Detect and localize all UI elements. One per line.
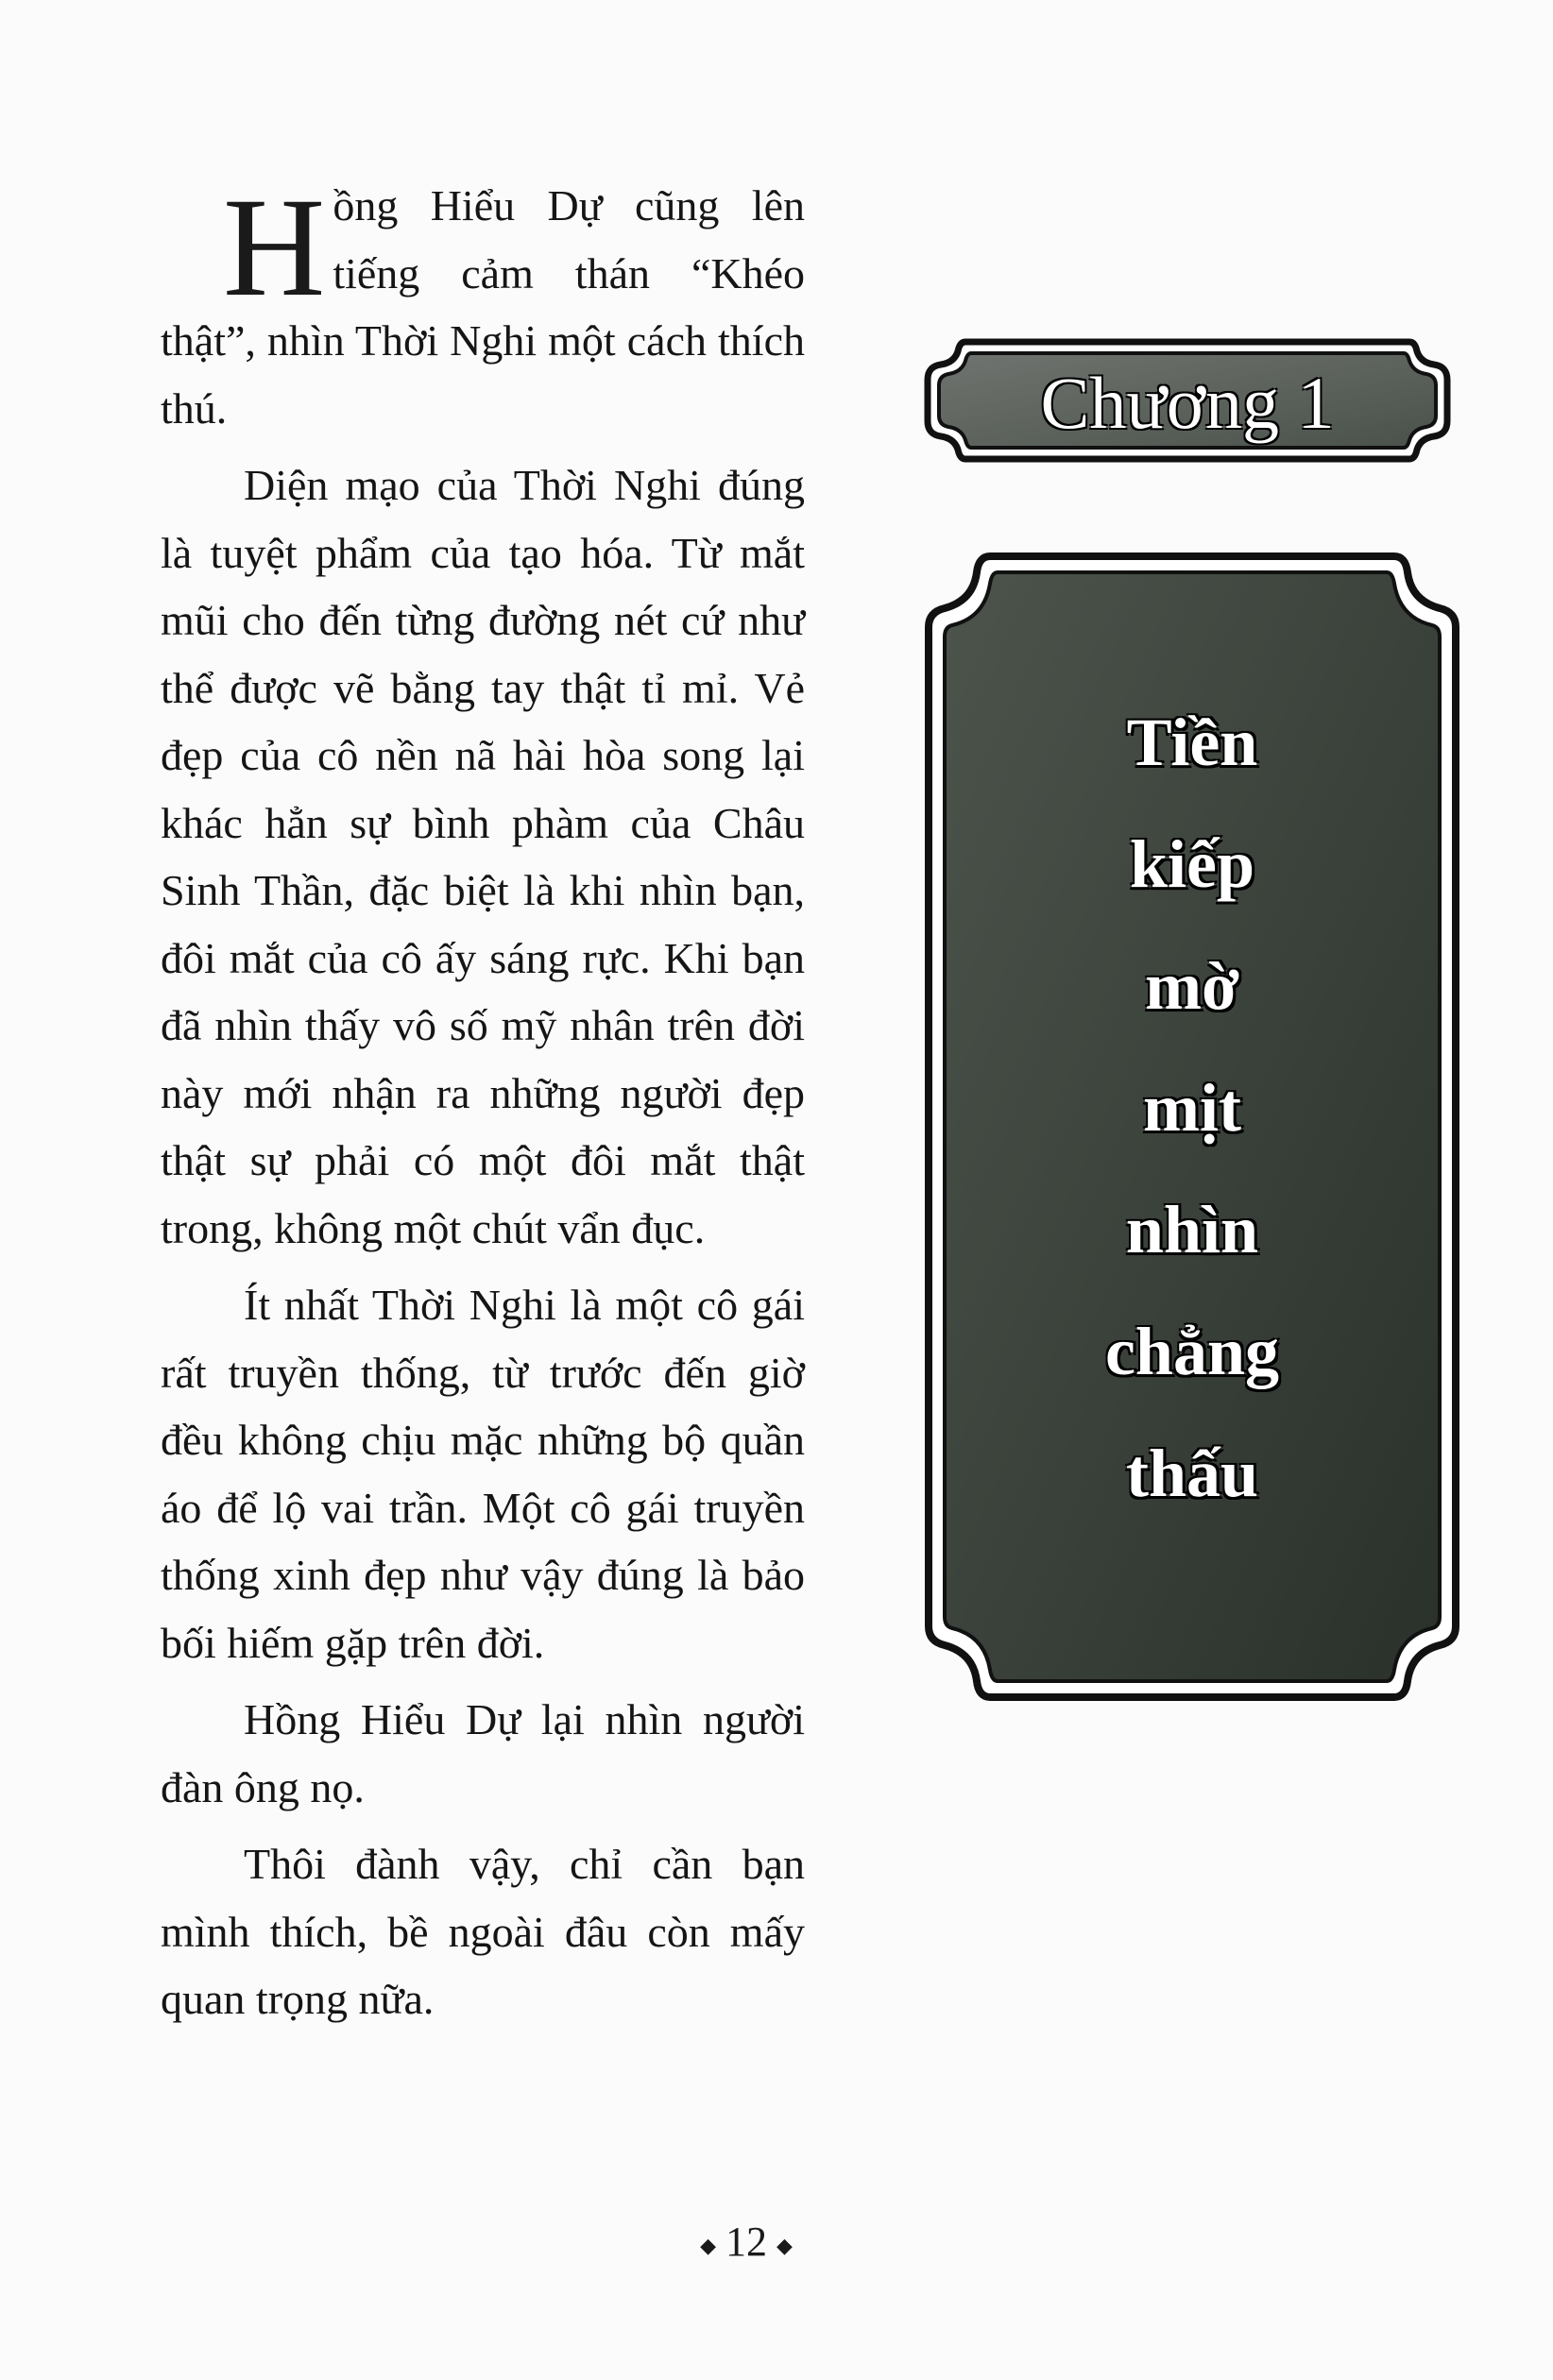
title-word: mịt — [1143, 1070, 1241, 1146]
diamond-icon: ◆ — [700, 2233, 716, 2257]
title-word: kiếp — [1129, 826, 1255, 902]
diamond-icon: ◆ — [776, 2233, 793, 2257]
title-word: mờ — [1145, 948, 1239, 1024]
title-word: thấu — [1125, 1436, 1259, 1511]
chapter-label: Chương 1 — [1040, 362, 1335, 444]
chapter-title — [924, 682, 1460, 1535]
body-text-column — [161, 169, 805, 2033]
title-word: nhìn — [1125, 1192, 1259, 1267]
paragraph-1: Hồng Hiểu Dự cũng lên tiếng cảm thán “Khéo thật”, nhìn Thời Nghi một cách thích thú. — [161, 169, 805, 433]
chapter-title-box — [924, 552, 1460, 1702]
title-word: chẳng — [1104, 1314, 1280, 1389]
paragraph-5: Thôi đành vậy, chỉ cần bạn mình thích, bề ngoài đâu còn mấy quan trọng nữa. — [161, 1840, 805, 2023]
title-word: Tiền — [1126, 705, 1258, 780]
paragraph-3: Ít nhất Thời Nghi là một cô gái rất truyền thống, từ trước đến giờ đều không chịu mặc những bộ quần áo để lộ vai trần. Một cô gái truyền thống xinh đẹp như vậy đúng là bảo bối hiếm gặp trên đời. — [161, 1281, 805, 1667]
chapter-label-box — [924, 338, 1451, 463]
paragraph-4: Hồng Hiểu Dự lại nhìn người đàn ông nọ. — [161, 1695, 805, 1811]
drop-cap: H — [223, 169, 326, 326]
page-number: ◆ 12 ◆ — [700, 2218, 793, 2265]
paragraph-2: Diện mạo của Thời Nghi đúng là tuyệt phẩm của tạo hóa. Từ mắt mũi cho đến từng đường nét cứ như thể được vẽ bằng tay thật tỉ mỉ. Vẻ đẹp của cô nền nã hài hòa song lại khác hẳn sự bình phàm của Châu Sinh Thần, đặc biệt là khi nhìn bạn, đôi mắt của cô ấy sáng rực. Khi bạn đã nhìn thấy vô số mỹ nhân trên đời này mới nhận ra những người đẹp thật sự phải có một đôi mắt thật trong, không một chút vẩn đục. — [161, 461, 805, 1252]
